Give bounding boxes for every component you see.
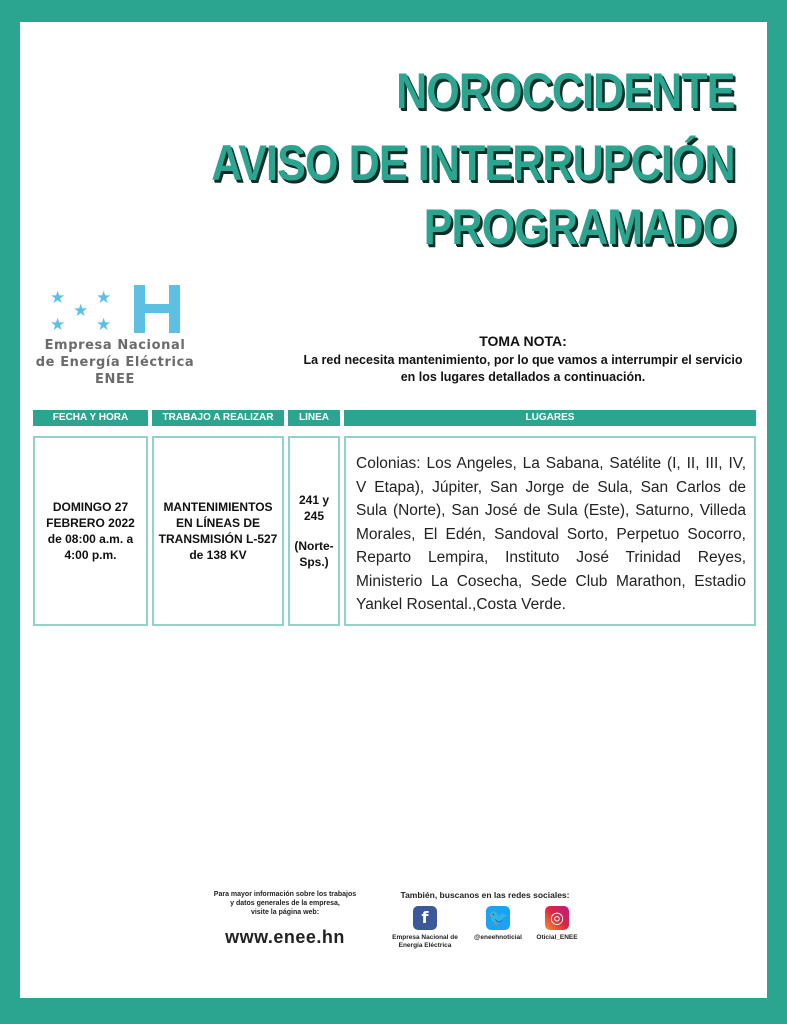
- instagram-link[interactable]: ◎ Oticial_ENEE: [536, 908, 578, 941]
- notice-subtitle: PROGRAMADO: [423, 199, 735, 255]
- note-block: [288, 333, 758, 386]
- notice-title: AVISO DE INTERRUPCIÓN: [211, 135, 735, 191]
- header-lugares: LUGARES: [344, 410, 756, 426]
- cell-fecha: DOMINGO 27 FEBRERO 2022 de 08:00 a.m. a 4:00 p.m.: [33, 436, 148, 626]
- h-letter-icon: [134, 285, 180, 333]
- note-title: TOMA NOTA:: [479, 333, 567, 349]
- twitter-icon: 🐦: [486, 906, 510, 930]
- cell-trabajo: MANTENIMIENTOS EN LÍNEAS DE TRANSMISIÓN L-527 de 138 KV: [152, 436, 284, 626]
- stars-icon: ★ ★ ★ ★ ★: [50, 288, 112, 334]
- region-title: NOROCCIDENTE: [396, 63, 735, 119]
- header-linea: LINEA: [288, 410, 340, 426]
- twitter-link[interactable]: 🐦 @eneehnoticial: [474, 908, 522, 941]
- footer-info: Para mayor información sobre los trabajos y datos generales de la empresa, visite la página web: www.enee.hn: [205, 890, 365, 948]
- cell-lugares: Colonias: Los Angeles, La Sabana, Satélite (I, II, III, IV, V Etapa), Júpiter, San Jorge de Sula, San Carlos de Sula (Norte), San José de Sula (Este), Saturno, Villeda Morales, El Edén, Sandoval Sorto, Perpetuo Socorro, Reparto Lempira, Instituto José Trinidad Reyes, Ministerio La Cosecha, Sede Club Marathon, Estadio Yankel Rosental.,Costa Verde.: [344, 436, 756, 626]
- footer-social: [380, 890, 590, 949]
- company-name: Empresa Nacional de Energía Eléctrica ENEE: [35, 338, 195, 387]
- website-link[interactable]: www.enee.hn: [225, 927, 345, 947]
- facebook-link[interactable]: f Empresa Nacional de Energía Eléctrica: [392, 908, 458, 949]
- header-fecha: FECHA Y HORA: [33, 410, 148, 426]
- facebook-icon: f: [413, 906, 437, 930]
- header-trabajo: TRABAJO A REALIZAR: [152, 410, 284, 426]
- instagram-icon: ◎: [545, 906, 569, 930]
- social-title: También, buscanos en las redes sociales:: [400, 890, 570, 900]
- note-text: La red necesita mantenimiento, por lo que vamos a interrumpir el servicio en los lugares detallados a continuación.: [303, 353, 743, 384]
- cell-linea: 241 y 245 (Norte- Sps.): [288, 436, 340, 626]
